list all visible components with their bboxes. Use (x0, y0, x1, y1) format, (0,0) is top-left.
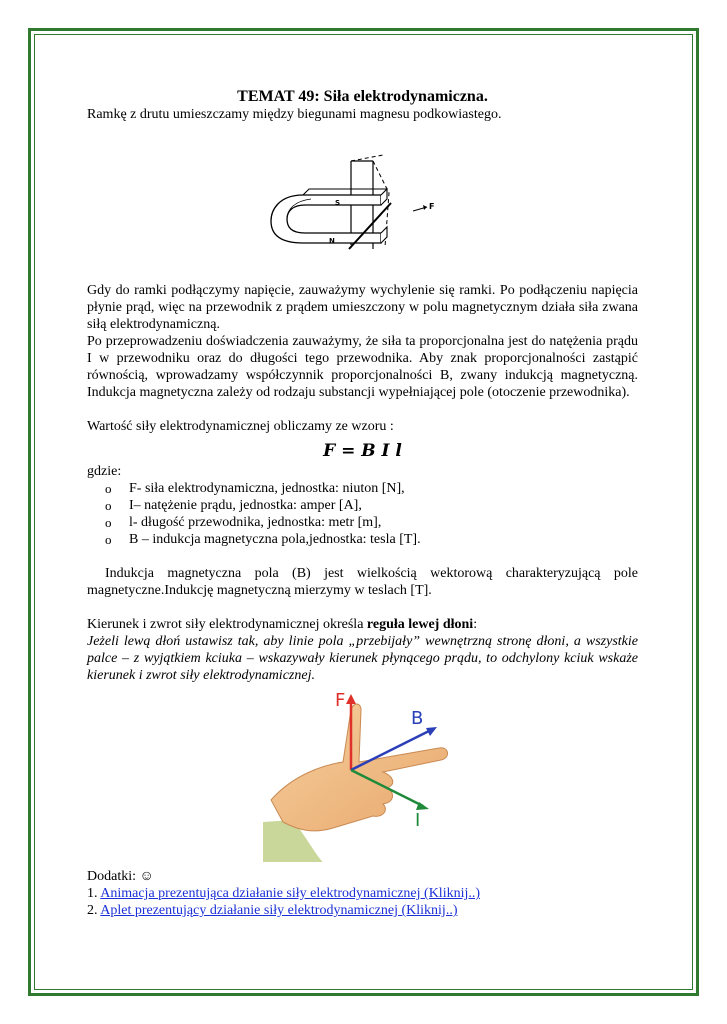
definition-item: o l- długość przewodnika, jednostka: metr [m], (105, 514, 638, 531)
rule-name: reguła lewej dłoni (366, 617, 474, 632)
field-vector-label: B (410, 708, 423, 729)
animation-link[interactable]: Animacja prezentująca działanie siły elektrodynamicznej (Kliknij..) (100, 886, 481, 901)
force-formula: F = B I l (323, 441, 402, 461)
formula-intro: Wartość siły elektrodynamicznej obliczamy ze wzoru : (87, 419, 394, 434)
definitions-list (87, 480, 638, 548)
page-title: TEMAT 49: Siła elektrodynamiczna. (237, 88, 488, 105)
link-number: 2. (87, 903, 101, 918)
paragraph-vector: Indukcja magnetyczna pola (B) jest wielkością wektorową charakteryzującą pole magnetyczne.Indukcję magnetyczną mierzymy w teslach [T]. (87, 566, 638, 598)
current-vector-label: I (414, 810, 420, 831)
rule-intro-text: Kierunek i zwrot siły elektrodynamicznej określa (87, 617, 367, 632)
link-item-1 (87, 885, 638, 902)
paragraph-experiment: Gdy do ramki podłączymy napięcie, zauważymy wychylenie się ramki. Po podłączeniu napięcia płynie prąd, więc na przewodnik z prądem umieszczony w polu magnetycznym działa siła zwana siłą elektrodynamiczną. (87, 283, 638, 332)
pole-n-label: N (328, 237, 335, 245)
pole-s-label: S (334, 199, 340, 207)
definition-item: o F- siła elektrodynamiczna, jednostka: niuton [N], (105, 480, 638, 497)
force-label-small: F (428, 202, 434, 211)
rule-text: Jeżeli lewą dłoń ustawisz tak, aby linie pola „przebijały” wewnętrzną stronę dłoni, a wszystkie palce – z wyjątkiem kciuka – wskazywały kierunek płynącego prądu, to odchylony kciuk wskaże kierunek i zwrot siły elektrodynamicznej. (87, 634, 638, 683)
rule-colon: : (473, 617, 478, 632)
force-vector-label: F (334, 690, 345, 711)
left-hand-rule-figure (263, 690, 463, 862)
applet-link[interactable]: Aplet prezentujący działanie siły elektrodynamicznej (Kliknij..) (100, 903, 458, 918)
definition-item: o B – indukcja magnetyczna pola,jednostka: tesla [T]. (105, 531, 638, 548)
horseshoe-magnet-figure (263, 153, 463, 258)
rule-intro (87, 616, 638, 633)
where-label: gdzie: (87, 464, 122, 479)
definition-item: o I– natężenie prądu, jednostka: amper [A], (105, 497, 638, 514)
link-item-2 (87, 902, 638, 919)
additions-label: Dodatki: ☺ (87, 869, 154, 884)
paragraph-induction: Po przeprowadzeniu doświadczenia zauważymy, że siła ta proporcjonalna jest do natężenia prądu I w przewodniku oraz do długości tego przewodnika. Aby znak proporcjonalności zastąpić równością, wprowadzamy współczynnik proporcjonalności B, zwany indukcją magnetyczną. Indukcja magnetyczna zależy od rodzaju substancji wypełniającej pole (otoczenie przewodnika). (87, 334, 638, 400)
link-number: 1. (87, 886, 101, 901)
document-body (87, 87, 638, 919)
intro-text: Ramkę z drutu umieszczamy między biegunami magnesu podkowiastego. (87, 107, 502, 122)
